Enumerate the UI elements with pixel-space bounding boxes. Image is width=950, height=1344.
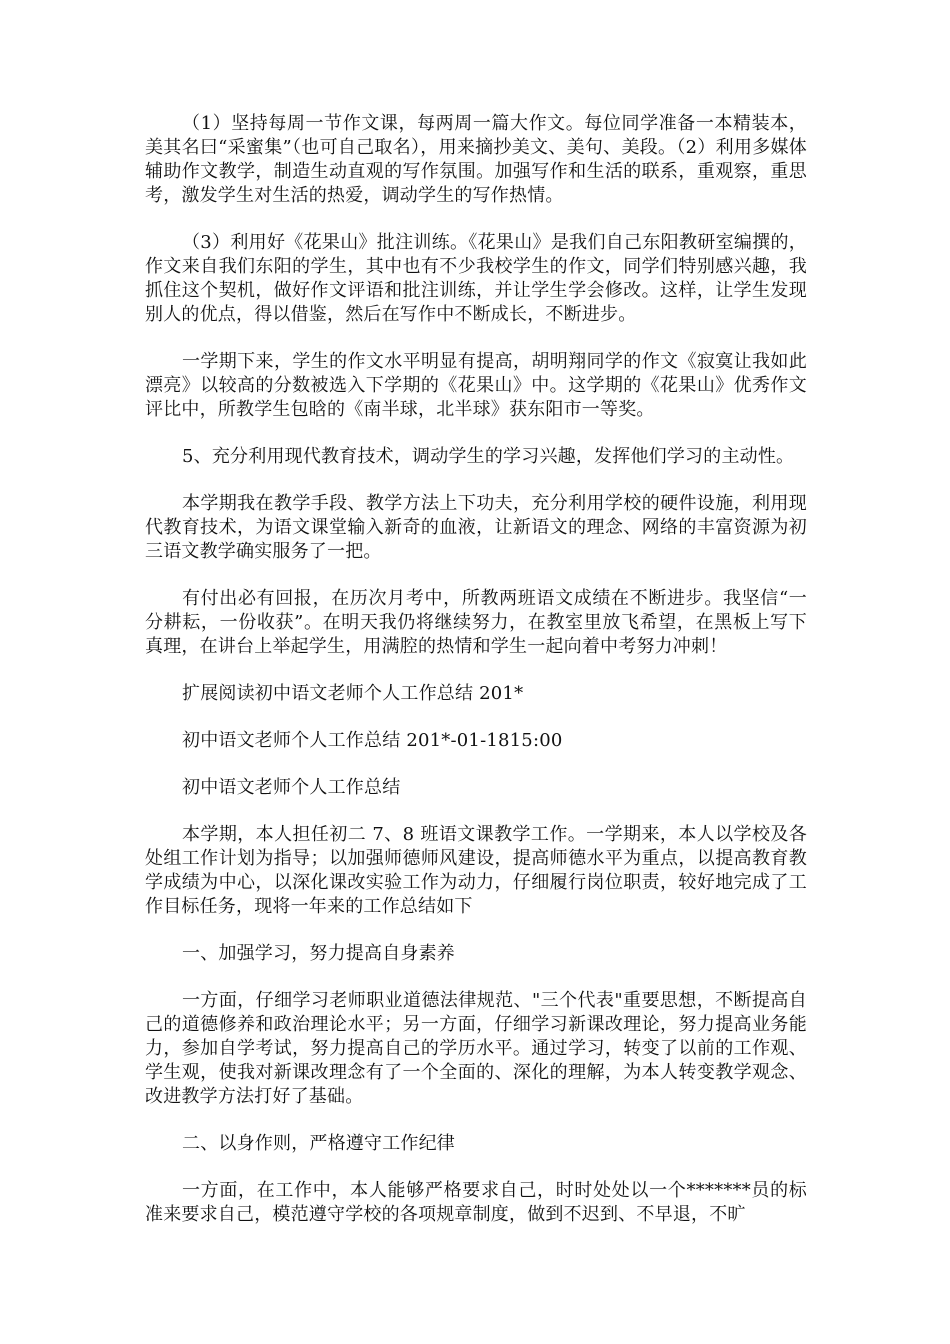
article-title-date: 初中语文老师个人工作总结 201*-01-1815:00: [182, 730, 563, 751]
paragraph-writing-results: 一学期下来，学生的作文水平明显有提高，胡明翔同学的作文《寂寞让我如此漂亮》以较高的分数被选入下学期的《花果山》中。这学期的《花果山》优秀作文评比中，所教学生包晗的《南半球，北半球》获东阳市一等奖。: [145, 351, 807, 420]
paragraph-huaguoshan-training: （3）利用好《花果山》批注训练。《花果山》是我们自己东阳教研室编撰的，作文来自我们东阳的学生，其中也有不少我校学生的作文，同学们特别感兴趣，我抓住这个契机，做好作文评语和批注训练，并让学生学会修改。这样，让学生发现别人的优点，得以借鉴，然后在写作中不断成长，不断进步。: [145, 232, 807, 325]
paragraph-discipline: 一方面，在工作中，本人能够严格要求自己，时时处处以一个*******员的标准来要求自己，模范遵守学校的各项规章制度，做到不迟到、不早退，不旷: [145, 1180, 807, 1225]
paragraph-study: 一方面，仔细学习老师职业道德法律规范、"三个代表"重要思想，不断提高自己的道德修养和政治理论水平；另一方面，仔细学习新课改理论，努力提高业务能力，参加自学考试，努力提高自己的学历水平。通过学习，转变了以前的工作观、学生观，使我对新课改理念有了一个全面的、深化的理解，为本人转变教学观念、改进教学方法打好了基础。: [145, 990, 807, 1107]
section-heading-1: 一、加强学习，努力提高自身素养: [182, 943, 455, 964]
paragraph-intro: 本学期，本人担任初二 7、8 班语文课教学工作。一学期来，本人以学校及各处组工作计划为指导；以加强师德师风建设，提高师德水平为重点，以提高教育教学成绩为中心，以深化课改实验工作为动力，仔细履行岗位职责，较好地完成了工作目标任务，现将一年来的工作总结如下: [145, 824, 807, 917]
section-heading-2: 二、以身作则，严格遵守工作纪律: [182, 1133, 455, 1154]
article-title: 初中语文老师个人工作总结: [182, 777, 401, 798]
document-body: [145, 112, 807, 1250]
paragraph-point-5: 5、充分利用现代教育技术，调动学生的学习兴趣，发挥他们学习的主动性。: [182, 446, 795, 467]
paragraph-writing-class: （1）坚持每周一节作文课，每两周一篇大作文。每位同学准备一本精装本，美其名曰“采蜜集”（也可自己取名），用来摘抄美文、美句、美段。（2）利用多媒体辅助作文教学，制造生动直观的写作氛围。加强写作和生活的联系，重观察，重思考，激发学生对生活的热爱，调动学生的写作热情。: [145, 113, 807, 206]
paragraph-conclusion: 有付出必有回报，在历次月考中，所教两班语文成绩在不断进步。我坚信“一分耕耘，一份收获”。在明天我仍将继续努力，在教室里放飞希望，在黑板上写下真理，在讲台上举起学生，用满腔的热情和学生一起向着中考努力冲刺！: [145, 588, 807, 657]
extended-reading-title: 扩展阅读初中语文老师个人工作总结 201*: [182, 683, 524, 704]
paragraph-modern-tech: 本学期我在教学手段、教学方法上下功夫，充分利用学校的硬件设施，利用现代教育技术，为语文课堂输入新奇的血液，让新语文的理念、网络的丰富资源为初三语文教学确实服务了一把。: [145, 493, 807, 562]
